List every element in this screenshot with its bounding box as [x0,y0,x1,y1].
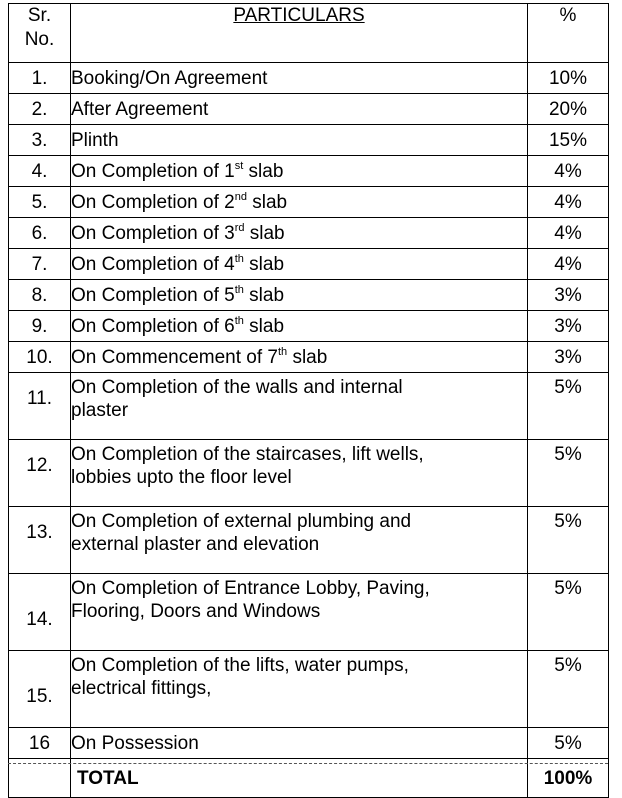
row-text-post: slab [243,253,285,275]
row-percent: 3% [528,311,609,342]
payment-schedule-table [8,3,609,798]
row-sr: 13. [9,507,71,574]
row-sr: 10. [9,342,71,373]
total-label: TOTAL [71,759,528,798]
row-particulars: After Agreement [71,94,528,125]
row-sr: 15. [9,651,71,728]
header-particulars [71,4,528,63]
row-text-pre: On Completion of 4 [71,253,235,275]
row-text-pre: On Completion of 6 [71,315,235,337]
header-sr-no [9,4,71,63]
row-text-line1: On Completion of the walls and internal [71,377,403,398]
row-text-line1: On Completion of external plumbing and [71,511,412,532]
row-sr: 11. [9,373,71,440]
row-sr: 6. [9,218,71,249]
row-text-line2: Flooring, Doors and Windows [71,601,321,622]
row-text-pre: On Completion of 3 [71,222,235,244]
row-sr: 2. [9,94,71,125]
row-sr: 4. [9,156,71,187]
row-text-post: slab [243,160,284,182]
header-particulars-label: PARTICULARS [233,5,365,26]
row-text-post: slab [243,284,285,306]
row-text-line2: plaster [71,400,129,421]
row-text-post: slab [244,222,285,244]
total-row [9,759,609,798]
row-particulars [71,373,528,440]
row-particulars [71,280,528,311]
row-particulars [71,507,528,574]
row-percent: 20% [528,94,609,125]
row-percent: 15% [528,125,609,156]
row-percent: 3% [528,280,609,311]
row-particulars [71,342,528,373]
header-sr-line1: Sr. [27,5,52,26]
row-percent: 4% [528,156,609,187]
ordinal-suffix: th [234,252,244,265]
header-percent [528,4,609,63]
header-percent-label: % [559,5,577,26]
table-row [9,187,609,218]
row-particulars [71,187,528,218]
table-row [9,311,609,342]
row-text-post: slab [246,191,288,213]
table-row [9,280,609,311]
table-row [9,63,609,94]
table-row [9,373,609,440]
total-sr-empty [9,759,71,798]
ordinal-suffix: st [234,159,244,172]
table-row [9,342,609,373]
row-percent: 4% [528,218,609,249]
table-row [9,440,609,507]
row-particulars: Plinth [71,125,528,156]
row-sr: 8. [9,280,71,311]
table-row [9,651,609,728]
row-percent: 4% [528,249,609,280]
row-percent: 10% [528,63,609,94]
row-text-line2: lobbies upto the floor level [71,467,292,488]
table-row [9,94,609,125]
row-text-line1: On Completion of the lifts, water pumps, [71,655,409,676]
row-text-post: slab [287,346,328,368]
ordinal-suffix: th [234,314,244,327]
ordinal-suffix: rd [234,221,245,234]
row-particulars [71,311,528,342]
table-row [9,507,609,574]
ordinal-suffix: th [234,283,244,296]
row-percent: 5% [528,440,609,507]
row-percent: 5% [528,507,609,574]
row-particulars [71,574,528,651]
row-particulars [71,249,528,280]
header-sr-line2: No. [24,29,55,50]
row-sr: 1. [9,63,71,94]
row-text-pre: On Completion of 5 [71,284,235,306]
row-sr: 12. [9,440,71,507]
row-percent: 5% [528,574,609,651]
table-row [9,218,609,249]
table-row [9,574,609,651]
row-sr: 7. [9,249,71,280]
table-row [9,125,609,156]
row-text-line1: On Completion of Entrance Lobby, Paving, [71,578,430,599]
row-particulars [71,440,528,507]
row-particulars [71,218,528,249]
row-particulars: On Possession [71,728,528,759]
total-percent: 100% [528,759,609,798]
row-particulars: Booking/On Agreement [71,63,528,94]
row-sr: 3. [9,125,71,156]
row-text-pre: On Commencement of 7 [71,346,278,368]
row-particulars [71,156,528,187]
ordinal-suffix: th [277,345,288,358]
row-text-pre: On Completion of 2 [71,191,235,213]
row-sr: 16 [9,728,71,759]
row-text-line2: external plaster and elevation [71,534,320,555]
row-percent: 5% [528,651,609,728]
row-percent: 5% [528,373,609,440]
ordinal-suffix: nd [234,190,247,203]
row-text-post: slab [243,315,285,337]
table-row [9,156,609,187]
page-divider [8,763,608,764]
row-particulars [71,651,528,728]
header-row [9,4,609,63]
table-row [9,249,609,280]
row-percent: 3% [528,342,609,373]
row-sr: 9. [9,311,71,342]
row-text-line1: On Completion of the staircases, lift wells, [71,444,424,465]
row-text-pre: On Completion of 1 [71,160,235,182]
row-sr: 5. [9,187,71,218]
row-percent: 5% [528,728,609,759]
row-percent: 4% [528,187,609,218]
row-text-line2: electrical fittings, [71,678,212,699]
row-sr: 14. [9,574,71,651]
table-row [9,728,609,759]
